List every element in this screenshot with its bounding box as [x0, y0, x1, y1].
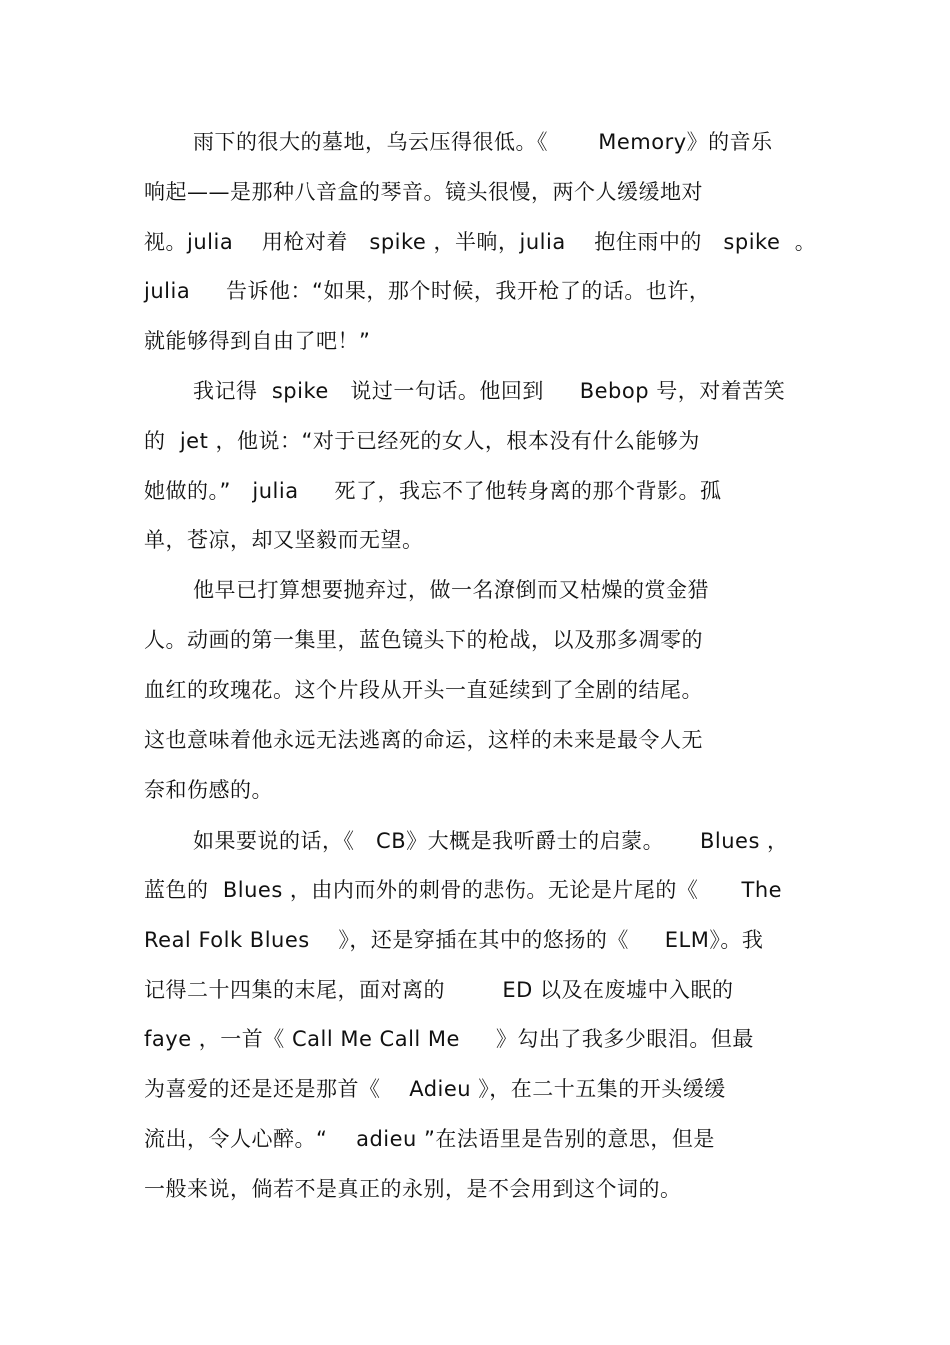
text-line: 这也意味着他永远无法逃离的命运，这样的未来是最令人无 [144, 728, 703, 752]
text-line: 雨下的很大的墓地，乌云压得很低。《 Memory》的音乐 [193, 130, 773, 154]
text-line: 如果要说的话，《 CB》大概是我听爵士的启蒙。 Blues ， [193, 829, 789, 853]
text-line: julia 告诉他：“如果，那个时候，我开枪了的话。也许， [144, 279, 711, 303]
text-line: faye ，一首《 Call Me Call Me 》勾出了我多少眼泪。但最 [144, 1027, 754, 1051]
text-line: 的 jet ，他说：“对于已经死的女人，根本没有什么能够为 [144, 429, 700, 453]
text-line: 人。动画的第一集里，蓝色镜头下的枪战，以及那多凋零的 [144, 628, 703, 652]
text-line: 她做的。” julia 死了，我忘不了他转身离的那个背影。孤 [144, 479, 722, 503]
text-line: 记得二十四集的末尾，面对离的 ED 以及在废墟中入眠的 [144, 978, 734, 1002]
text-line: 蓝色的 Blues ，由内而外的刺骨的悲伤。无论是片尾的《 The [144, 878, 783, 902]
text-line: 他早已打算想要抛弃过，做一名潦倒而又枯燥的赏金猎 [193, 578, 709, 602]
text-line: 血红的玫瑰花。这个片段从开头一直延续到了全剧的结尾。 [144, 678, 703, 702]
text-line: Real Folk Blues 》，还是穿插在其中的悠扬的《 ELM》。我 [144, 928, 764, 952]
text-line: 奈和伤感的。 [144, 778, 273, 802]
text-line: 就能够得到自由了吧！” [144, 329, 371, 353]
text-line: 我记得 spike 说过一句话。他回到 Bebop 号，对着苦笑 [193, 379, 786, 403]
text-line: 响起——是那种八音盒的琴音。镜头很慢，两个人缓缓地对 [144, 180, 703, 204]
text-line: 视。julia 用枪对着 spike ，半晌，julia 抱住雨中的 spike 。 [144, 230, 817, 254]
text-line: 为喜爱的还是还是那首《 Adieu 》，在二十五集的开头缓缓 [144, 1077, 726, 1101]
text-line: 一般来说，倘若不是真正的永别，是不会用到这个词的。 [144, 1177, 682, 1201]
text-line: 单，苍凉，却又坚毅而无望。 [144, 528, 424, 552]
text-line: 流出，令人心醉。“ adieu ”在法语里是告别的意思，但是 [144, 1127, 715, 1151]
